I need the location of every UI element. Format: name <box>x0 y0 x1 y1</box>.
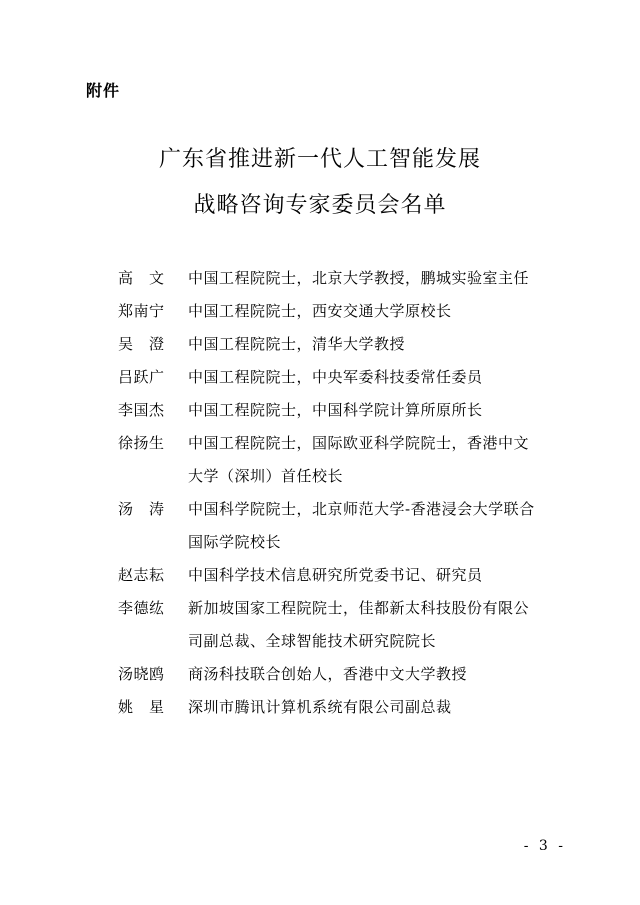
member-name: 高 文 <box>118 269 165 287</box>
member-title <box>188 592 588 658</box>
member-title <box>188 559 588 592</box>
member-name: 汤 涛 <box>118 500 165 518</box>
member-row <box>118 262 588 295</box>
member-title-line: 中国工程院院士，国际欧亚科学院院士，香港中文 <box>188 434 530 452</box>
member-title-line: 中国工程院院士，中国科学院计算所原所长 <box>188 401 483 419</box>
member-title <box>188 658 588 691</box>
member-title-line: 国际学院校长 <box>188 533 282 551</box>
member-row <box>118 394 588 427</box>
document-title-line-2: 战略咨询专家委员会名单 <box>193 193 447 218</box>
member-row <box>118 295 588 328</box>
member-title-line: 中国工程院院士，中央军委科技委常任委员 <box>188 368 483 386</box>
member-list <box>118 262 588 724</box>
attachment-label: 附件 <box>86 81 121 100</box>
member-row <box>118 361 588 394</box>
member-title <box>188 427 588 493</box>
member-name: 吕跃广 <box>118 368 165 386</box>
member-name: 李德纮 <box>118 599 165 617</box>
member-title-line: 大学（深圳）首任校长 <box>188 467 344 485</box>
member-name: 李国杰 <box>118 401 165 419</box>
member-row <box>118 691 588 724</box>
member-title-line: 司副总裁、全球智能技术研究院院长 <box>188 632 437 650</box>
member-title-line: 中国科学院院士，北京师范大学-香港浸会大学联合 <box>188 500 535 518</box>
member-name: 徐扬生 <box>118 434 165 452</box>
member-name: 赵志耘 <box>118 566 165 584</box>
member-title <box>188 328 588 361</box>
member-title-line: 中国工程院院士，西安交通大学原校长 <box>188 302 452 320</box>
document-title-line-1: 广东省推进新一代人工智能发展 <box>158 147 481 172</box>
page-number: - 3 - <box>523 838 566 854</box>
member-row <box>118 658 588 691</box>
member-title <box>188 361 588 394</box>
member-row <box>118 493 588 559</box>
member-title <box>188 295 588 328</box>
member-title-line: 商汤科技联合创始人，香港中文大学教授 <box>188 665 468 683</box>
member-title <box>188 394 588 427</box>
member-row <box>118 427 588 493</box>
member-row <box>118 559 588 592</box>
member-title <box>188 493 588 559</box>
member-row <box>118 328 588 361</box>
member-name: 姚 星 <box>118 698 165 716</box>
member-title <box>188 262 588 295</box>
member-row <box>118 592 588 658</box>
member-title-line: 中国科学技术信息研究所党委书记、研究员 <box>188 566 483 584</box>
member-title <box>188 691 588 724</box>
member-title-line: 新加坡国家工程院院士，佳都新太科技股份有限公 <box>188 599 530 617</box>
member-title-line: 深圳市腾讯计算机系统有限公司副总裁 <box>188 698 452 716</box>
member-name: 郑南宁 <box>118 302 165 320</box>
member-name: 汤晓鸥 <box>118 665 165 683</box>
member-title-line: 中国工程院院士，北京大学教授，鹏城实验室主任 <box>188 269 530 287</box>
member-title-line: 中国工程院院士，清华大学教授 <box>188 335 406 353</box>
member-name: 吴 澄 <box>118 335 165 353</box>
